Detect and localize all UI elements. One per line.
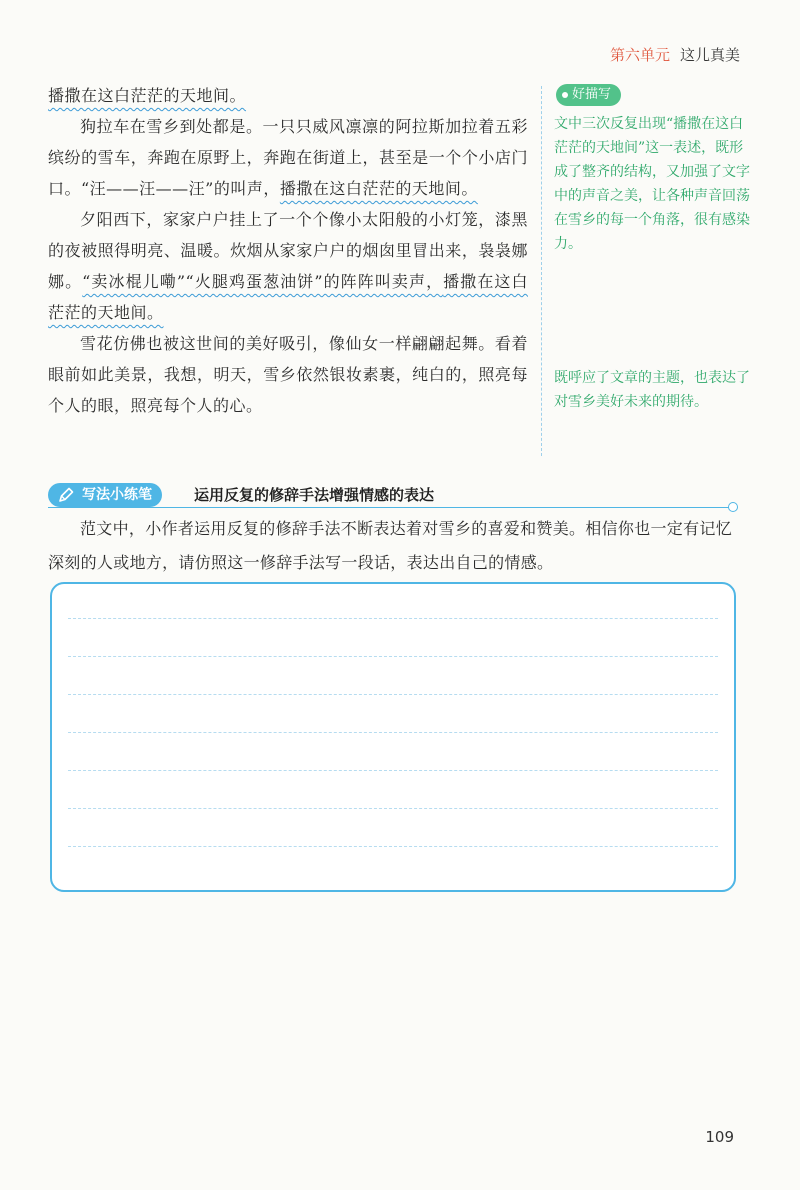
- paragraph-3: [48, 204, 528, 328]
- paragraph-2: [48, 111, 528, 204]
- vendor-calls: “卖冰棍儿嘞”“火腿鸡蛋葱油饼”的阵阵叫卖声，: [82, 272, 444, 291]
- writing-line: [68, 656, 718, 657]
- paragraph-2-text: 狗拉车在雪乡到处都是。一只只威风凛凛的阿拉斯加拉着五彩缤纷的雪车，奔跑在原野上，奔跑在街道上，甚至是一个个小店门口。“汪——汪——汪”的叫声，: [48, 117, 528, 198]
- paragraph-4: [48, 328, 528, 421]
- passage: [48, 80, 528, 421]
- unit-title: 这儿真美: [679, 46, 740, 64]
- exercise-title: 运用反复的修辞手法增强情感的表达: [194, 486, 435, 504]
- paragraph-1: [48, 80, 528, 111]
- writing-line: [68, 618, 718, 619]
- refrain-1: 播撒在这白茫茫的天地间。: [48, 86, 247, 105]
- paragraph-3-text: 夕阳西下，家家户户挂上了一个个像小太阳般的小灯笼，漆黑的夜被照得明亮、温暖。炊烟从家家户户的烟囱里冒出来，袅袅娜娜。: [48, 210, 528, 291]
- paragraph-4-text: 雪花仿佛也被这世间的美好吸引，像仙女一样翩翩起舞。看着眼前如此美景，我想，明天，雪乡依然银妆素裹，纯白的，照亮每个人的眼，照亮每个人的心。: [48, 334, 528, 415]
- good-description-badge: 好描写: [556, 84, 621, 106]
- sidebar-note-ending: 既呼应了文章的主题，也表达了对雪乡美好未来的期待。: [554, 370, 750, 410]
- writing-line: [68, 694, 718, 695]
- pen-icon: [56, 485, 76, 505]
- refrain-3: 播撒在这白茫茫的天地间。: [48, 272, 528, 322]
- page-header: [610, 44, 740, 65]
- writing-line: [68, 732, 718, 733]
- exercise-instructions: 范文中，小作者运用反复的修辞手法不断表达着对雪乡的喜爱和赞美。相信你也一定有记忆深刻的人或地方，请仿照这一修辞手法写一段话，表达出自己的情感。: [48, 519, 733, 572]
- exercise-label-pill: [48, 483, 162, 507]
- sidebar-note-refrain: 文中三次反复出现“播撒在这白茫茫的天地间”这一表述，既形成了整齐的结构，又加强了文字中的声音之美，让各种声音回荡在雪乡的每一个角落，很有感染力。: [554, 116, 750, 252]
- writing-line: [68, 770, 718, 771]
- exercise-label: 写法小练笔: [82, 487, 152, 503]
- unit-label: 第六单元: [609, 46, 670, 64]
- writing-exercise-header: [48, 480, 738, 510]
- sidebar-divider: [541, 86, 542, 456]
- writing-area[interactable]: [50, 582, 736, 892]
- exercise-underline-end: [728, 502, 738, 512]
- writing-line: [68, 846, 718, 847]
- refrain-2: 播撒在这白茫茫的天地间。: [279, 179, 478, 198]
- page-number: 109: [705, 1128, 734, 1146]
- writing-line: [68, 808, 718, 809]
- exercise-underline: [48, 507, 730, 508]
